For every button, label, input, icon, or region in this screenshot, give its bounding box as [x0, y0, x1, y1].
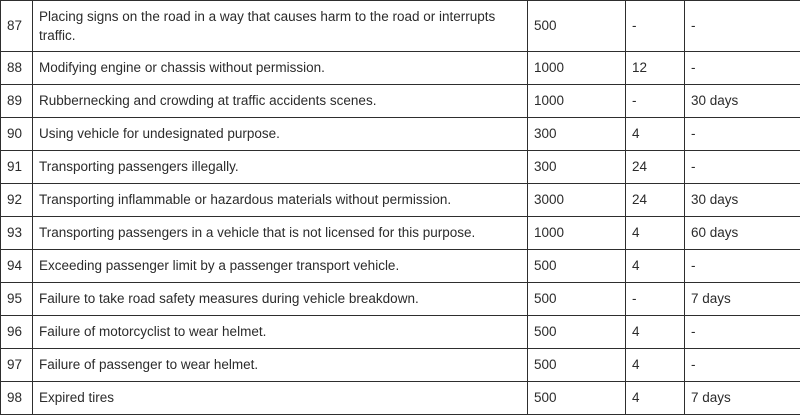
violation-description: Exceeding passenger limit by a passenger transport vehicle. — [33, 250, 528, 283]
table-row — [1, 85, 800, 118]
fine-amount: 1000 — [528, 217, 626, 250]
violation-description: Rubbernecking and crowding at traffic accidents scenes. — [33, 85, 528, 118]
fine-amount: 500 — [528, 316, 626, 349]
violation-description: Transporting passengers illegally. — [33, 151, 528, 184]
vehicle-suspension: 30 days — [685, 184, 800, 217]
black-points: 4 — [626, 250, 685, 283]
black-points: 4 — [626, 382, 685, 415]
table-row — [1, 316, 800, 349]
violation-number: 98 — [1, 382, 33, 415]
violation-number: 93 — [1, 217, 33, 250]
violation-number: 90 — [1, 118, 33, 151]
fine-amount: 300 — [528, 118, 626, 151]
fine-amount: 3000 — [528, 184, 626, 217]
table-row — [1, 151, 800, 184]
vehicle-suspension: - — [685, 316, 800, 349]
table-row — [1, 250, 800, 283]
violation-number: 92 — [1, 184, 33, 217]
black-points: 4 — [626, 118, 685, 151]
violation-description: Failure of motorcyclist to wear helmet. — [33, 316, 528, 349]
violation-number: 96 — [1, 316, 33, 349]
violation-description: Using vehicle for undesignated purpose. — [33, 118, 528, 151]
vehicle-suspension: - — [685, 151, 800, 184]
fine-amount: 500 — [528, 349, 626, 382]
black-points: - — [626, 1, 685, 52]
fine-amount: 1000 — [528, 52, 626, 85]
black-points: 4 — [626, 349, 685, 382]
fine-amount: 300 — [528, 151, 626, 184]
vehicle-suspension: - — [685, 118, 800, 151]
vehicle-suspension: - — [685, 250, 800, 283]
vehicle-suspension: 7 days — [685, 283, 800, 316]
fine-amount: 1000 — [528, 85, 626, 118]
violation-description: Transporting passengers in a vehicle that is not licensed for this purpose. — [33, 217, 528, 250]
black-points: 4 — [626, 217, 685, 250]
violation-number: 95 — [1, 283, 33, 316]
table-row — [1, 1, 800, 52]
violation-number: 88 — [1, 52, 33, 85]
fine-amount: 500 — [528, 1, 626, 52]
black-points: - — [626, 85, 685, 118]
violation-description: Failure of passenger to wear helmet. — [33, 349, 528, 382]
table-row — [1, 217, 800, 250]
table-row — [1, 382, 800, 415]
violation-number: 91 — [1, 151, 33, 184]
table-row — [1, 184, 800, 217]
fine-amount: 500 — [528, 283, 626, 316]
fine-amount: 500 — [528, 250, 626, 283]
violation-description: Placing signs on the road in a way that causes harm to the road or interrupts traffic. — [33, 1, 528, 52]
black-points: - — [626, 283, 685, 316]
violation-description: Transporting inflammable or hazardous materials without permission. — [33, 184, 528, 217]
table-row — [1, 118, 800, 151]
fine-amount: 500 — [528, 382, 626, 415]
vehicle-suspension: 30 days — [685, 85, 800, 118]
black-points: 4 — [626, 316, 685, 349]
black-points: 12 — [626, 52, 685, 85]
table-row — [1, 52, 800, 85]
violation-number: 97 — [1, 349, 33, 382]
violation-description: Modifying engine or chassis without permission. — [33, 52, 528, 85]
table-row — [1, 283, 800, 316]
violation-number: 89 — [1, 85, 33, 118]
black-points: 24 — [626, 151, 685, 184]
black-points: 24 — [626, 184, 685, 217]
violation-number: 94 — [1, 250, 33, 283]
violation-description: Expired tires — [33, 382, 528, 415]
vehicle-suspension: 7 days — [685, 382, 800, 415]
table-row — [1, 349, 800, 382]
vehicle-suspension: - — [685, 1, 800, 52]
violation-description: Failure to take road safety measures during vehicle breakdown. — [33, 283, 528, 316]
vehicle-suspension: - — [685, 349, 800, 382]
vehicle-suspension: 60 days — [685, 217, 800, 250]
violation-number: 87 — [1, 1, 33, 52]
vehicle-suspension: - — [685, 52, 800, 85]
